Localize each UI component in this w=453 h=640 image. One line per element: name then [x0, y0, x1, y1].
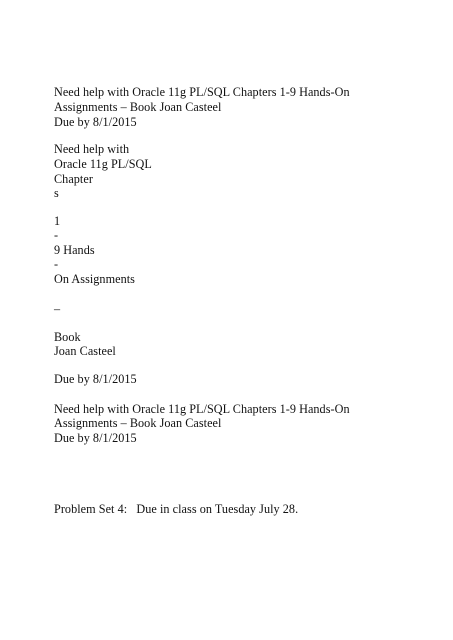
text-line: – — [54, 302, 61, 316]
due-date-line: Due by 8/1/2015 — [54, 115, 137, 129]
problem-set-line: Problem Set 4: Due in class on Tuesday July 28. — [54, 502, 299, 516]
text-line: Book — [54, 330, 81, 344]
due-date-line: Due by 8/1/2015 — [54, 431, 137, 445]
due-date-line: Due by 8/1/2015 — [54, 372, 137, 386]
text-line: 1 — [54, 214, 61, 228]
text-line: Oracle 11g PL/SQL — [54, 157, 152, 171]
title-line-1: Need help with Oracle 11g PL/SQL Chapters 1-9 Hands-On — [54, 85, 350, 99]
text-line: Joan Casteel — [54, 344, 116, 358]
text-line: Chapter — [54, 172, 93, 186]
text-line: Need help with Oracle 11g PL/SQL Chapters 1-9 Hands-On — [54, 402, 350, 416]
text-line: 9 Hands — [54, 243, 95, 257]
text-line: Need help with — [54, 142, 130, 156]
text-line: Assignments – Book Joan Casteel — [54, 416, 222, 430]
title-line-2: Assignments – Book Joan Casteel — [54, 100, 222, 114]
text-line: On Assignments — [54, 272, 135, 286]
text-line: - — [54, 257, 59, 271]
text-line: s — [54, 186, 59, 200]
text-line: - — [54, 228, 59, 242]
